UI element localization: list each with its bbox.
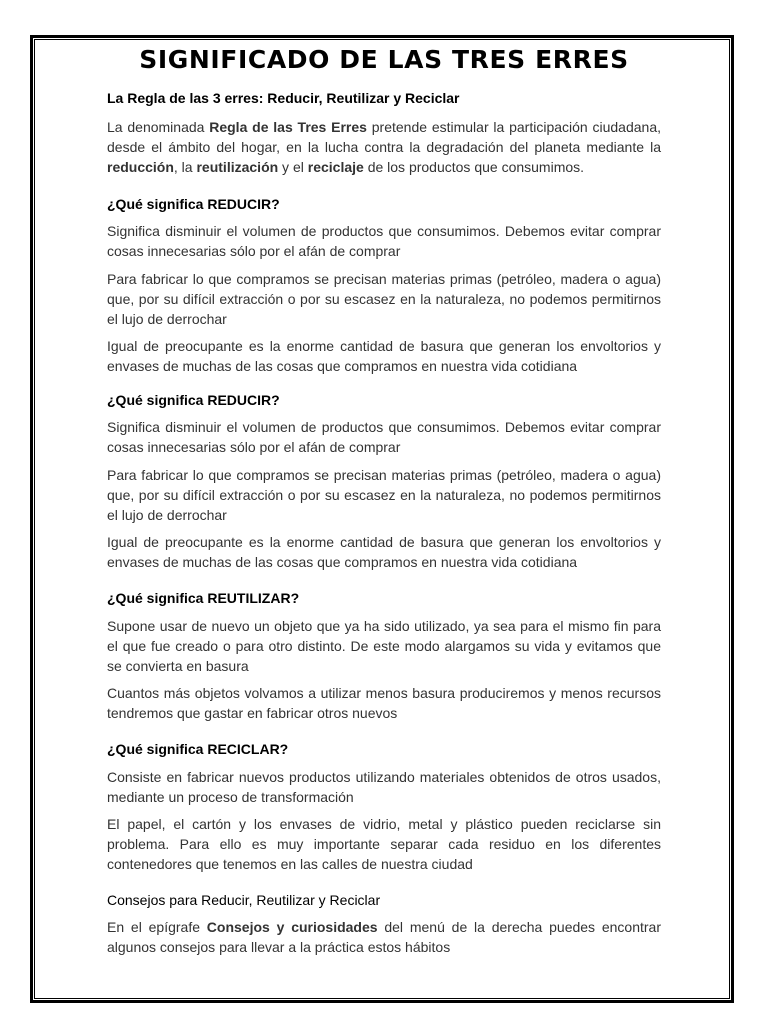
intro-text-4: y el: [278, 159, 308, 175]
intro-bold-reduction: reducción: [107, 159, 174, 175]
section-paragraph: Supone usar de nuevo un objeto que ya ha sido utilizado, ya sea para el mismo fin para el que fue creado o para otro distinto. De este modo alargamos su vida y evitamos que se convierta en basura: [107, 618, 661, 674]
intro-text-2: pretende estimular la participación ciudadana, desde el ámbito del hogar, en la lucha contra la degradación del planeta mediante la: [107, 119, 661, 155]
tips-bold-link-name: Consejos y curiosidades: [206, 919, 378, 935]
tips-text-2: del menú de la derecha puedes encontrar algunos consejos para llevar a la práctica estos hábitos: [107, 919, 661, 955]
section-paragraph: Significa disminuir el volumen de productos que consumimos. Debemos evitar comprar cosas innecesarias sólo por el afán de comprar: [107, 419, 661, 455]
tips-paragraph: [107, 917, 661, 957]
intro-bold-recycling: reciclaje: [307, 159, 364, 175]
section-paragraph: Para fabricar lo que compramos se precisan materias primas (petróleo, madera o agua) que, por su difícil extracción o por su escasez en la naturaleza, no podemos permitirnos el lujo de derrochar: [107, 271, 661, 327]
section-paragraph: Para fabricar lo que compramos se precisan materias primas (petróleo, madera o agua) que, por su difícil extracción o por su escasez en la naturaleza, no podemos permitirnos el lujo de derrochar: [107, 467, 661, 523]
section-heading-reducir-repeat: ¿Qué significa REDUCIR?: [107, 392, 280, 408]
section-paragraph: El papel, el cartón y los envases de vidrio, metal y plástico pueden reciclarse sin problema. Para ello es muy importante separar cada residuo en los diferentes contenedores que tenemos en las calles de nuestra ciudad: [107, 816, 661, 872]
section-paragraph: Significa disminuir el volumen de productos que consumimos. Debemos evitar comprar cosas innecesarias sólo por el afán de comprar: [107, 223, 661, 259]
tips-text-1: En el epígrafe: [107, 919, 207, 935]
section-heading-reutilizar: ¿Qué significa REUTILIZAR?: [107, 590, 300, 606]
document-title: SIGNIFICADO DE LAS TRES ERRES: [139, 45, 629, 74]
section-paragraph: Igual de preocupante es la enorme cantidad de basura que generan los envoltorios y envases de muchas de las cosas que compramos en nuestra vida cotidiana: [107, 338, 661, 374]
section-paragraph: Consiste en fabricar nuevos productos utilizando materiales obtenidos de otros usados, mediante un proceso de transformación: [107, 769, 661, 805]
section-heading-reducir: ¿Qué significa REDUCIR?: [107, 196, 280, 212]
intro-paragraph: [107, 117, 661, 177]
section-paragraph: Igual de preocupante es la enorme cantidad de basura que generan los envoltorios y envases de muchas de las cosas que compramos en nuestra vida cotidiana: [107, 534, 661, 570]
intro-text-5: de los productos que consumimos.: [363, 159, 585, 175]
tips-heading: Consejos para Reducir, Reutilizar y Reciclar: [107, 892, 381, 908]
intro-text-3: , la: [173, 159, 197, 175]
document-body: [107, 40, 661, 957]
intro-bold-reuse: reutilización: [196, 159, 279, 175]
section-heading-reciclar: ¿Qué significa RECICLAR?: [107, 741, 289, 757]
section-paragraph: Cuantos más objetos volvamos a utilizar menos basura produciremos y menos recursos tendremos que gastar en fabricar otros nuevos: [107, 685, 661, 721]
intro-text-1: La denominada: [107, 119, 210, 135]
document-subtitle: La Regla de las 3 erres: Reducir, Reutilizar y Reciclar: [107, 90, 460, 106]
intro-bold-rule: Regla de las Tres Erres: [209, 119, 367, 135]
